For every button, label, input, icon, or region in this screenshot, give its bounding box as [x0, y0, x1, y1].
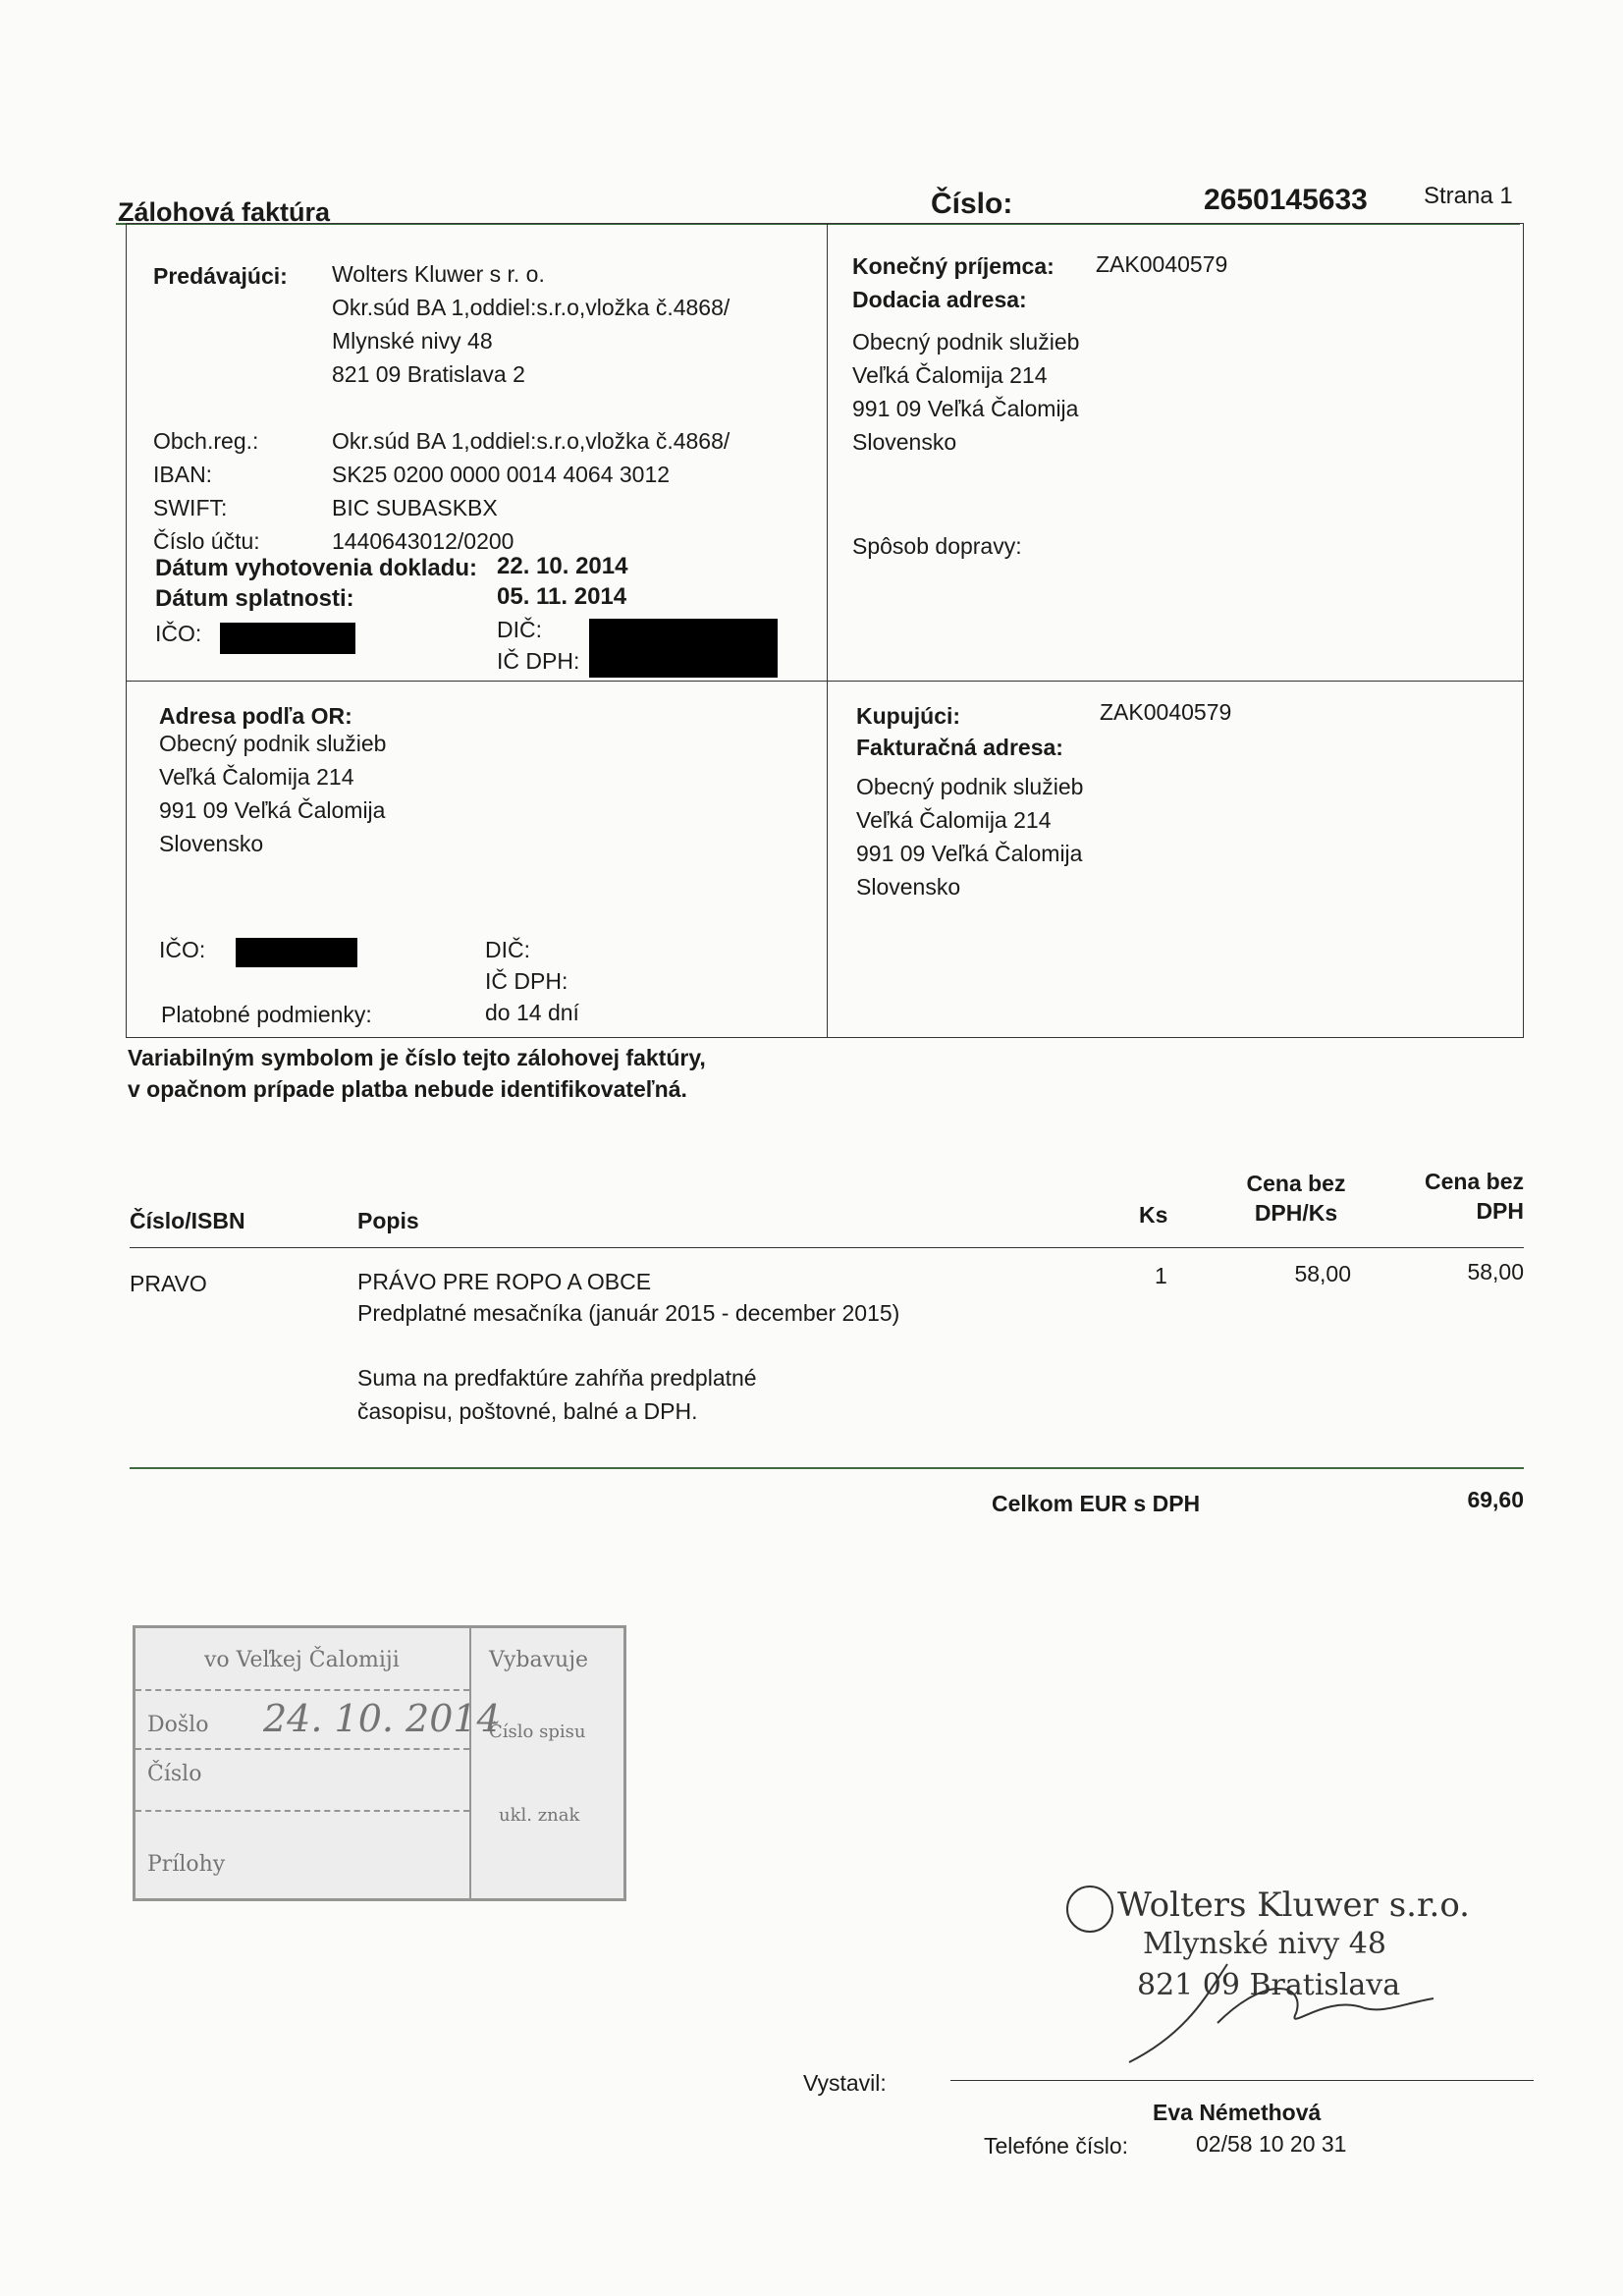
seller-line: 821 09 Bratislava 2 [332, 361, 525, 387]
invoice-address-line: Veľká Čalomija 214 [856, 807, 1052, 833]
col-header-isbn: Číslo/ISBN [130, 1208, 245, 1233]
seller-dic-label: DIČ: [497, 617, 542, 642]
col-header-total: DPH [1476, 1198, 1524, 1224]
account-value: 1440643012/0200 [332, 528, 514, 554]
seller-line: Mlynské nivy 48 [332, 328, 493, 354]
remark-line: časopisu, poštovné, balné a DPH. [357, 1398, 698, 1424]
signature-line [950, 2080, 1534, 2081]
invoice-address-line: Slovensko [856, 874, 961, 900]
grand-total-value: 69,60 [1467, 1487, 1524, 1512]
seal-street: Mlynské nivy 48 [1143, 1927, 1386, 1961]
swift-label: SWIFT: [153, 495, 228, 520]
due-date-label: Dátum splatnosti: [155, 585, 354, 612]
variable-symbol-note: v opačnom prípade platba nebude identifikovateľná. [128, 1076, 687, 1102]
stamp-city: vo Veľkej Čalomiji [204, 1648, 400, 1672]
seller-address [332, 257, 730, 391]
col-header-unit-price: Cena bez [1246, 1171, 1346, 1196]
recipient-id: ZAK0040579 [1096, 251, 1228, 277]
seller-line: Wolters Kluwer s r. o. [332, 261, 545, 287]
or-address-line: Veľká Čalomija 214 [159, 764, 354, 790]
col-header-qty: Ks [1139, 1202, 1168, 1228]
remark-line: Suma na predfaktúre zahŕňa predplatné [357, 1365, 757, 1391]
payment-terms-value: do 14 dní [485, 1000, 579, 1025]
invoice-address-label: Fakturačná adresa: [856, 735, 1063, 760]
recipient-label: Konečný príjemca: [852, 253, 1055, 279]
account-label: Číslo účtu: [153, 528, 260, 554]
parties-divider-horizontal [126, 681, 1524, 682]
col-header-total: Cena bez [1425, 1169, 1524, 1194]
obch-reg-label: Obch.reg.: [153, 428, 259, 454]
table-header-rule [130, 1247, 1524, 1248]
row-qty: 1 [1155, 1263, 1167, 1288]
seller-label: Predávajúci: [153, 263, 288, 289]
due-date-value: 05. 11. 2014 [497, 583, 627, 610]
or-address-line: Slovensko [159, 831, 264, 856]
payment-terms-label: Platobné podmienky: [161, 1002, 372, 1027]
grand-total-label: Celkom EUR s DPH [992, 1491, 1201, 1516]
or-icdph-label: IČ DPH: [485, 968, 568, 994]
seller-ico-label: IČO: [155, 621, 202, 646]
obch-reg-value: Okr.súd BA 1,oddiel:s.r.o,vložka č.4868/ [332, 428, 730, 454]
buyer-label: Kupujúci: [856, 703, 961, 729]
seller-registry-labels [153, 424, 260, 558]
seal-city: 821 09 Bratislava [1137, 1968, 1401, 2002]
iban-label: IBAN: [153, 462, 213, 487]
or-address-line: 991 09 Veľká Čalomija [159, 797, 386, 823]
row-unit-price: 58,00 [1294, 1261, 1351, 1286]
transport-label: Spôsob dopravy: [852, 533, 1022, 559]
seller-line: Okr.súd BA 1,oddiel:s.r.o,vložka č.4868/ [332, 295, 730, 320]
stamp-cislo-spisu-label: Číslo spisu [489, 1722, 586, 1742]
invoice-address-line: Obecný podnik služieb [856, 774, 1084, 799]
issuer-name: Eva Némethová [1153, 2100, 1322, 2125]
phone-label: Telefóne číslo: [984, 2133, 1129, 2159]
totals-rule [130, 1467, 1524, 1469]
or-address [159, 727, 386, 860]
delivery-address-label: Dodacia adresa: [852, 287, 1027, 312]
stamp-date-handwritten: 24. 10. 2014 [263, 1697, 501, 1740]
row-desc: Predplatné mesačníka (január 2015 - december 2015) [357, 1300, 900, 1326]
row-isbn: PRAVO [130, 1271, 207, 1296]
variable-symbol-note: Variabilným symbolom je číslo tejto zálohovej faktúry, [128, 1045, 706, 1070]
doc-type-title: Zálohová faktúra [118, 197, 331, 227]
row-desc: PRÁVO PRE ROPO A OBCE [357, 1269, 652, 1294]
redaction-box [236, 938, 357, 967]
or-ico-label: IČO: [159, 937, 206, 962]
stamp-ulozne-label: ukl. znak [499, 1805, 580, 1826]
phone-value: 02/58 10 20 31 [1196, 2131, 1347, 2157]
issued-by-label: Vystavil: [803, 2070, 887, 2096]
invoice-number-label: Číslo: [931, 188, 1013, 220]
redaction-box [589, 619, 778, 678]
stamp-date-label: Došlo [147, 1713, 209, 1737]
or-dic-label: DIČ: [485, 937, 530, 962]
stamp-vybavuje-label: Vybavuje [489, 1648, 589, 1672]
delivery-address [852, 325, 1079, 459]
seller-registry-values [332, 424, 730, 558]
invoice-address-line: 991 09 Veľká Čalomija [856, 841, 1083, 866]
stamp-prilohy-label: Prílohy [147, 1852, 226, 1877]
seller-icdph-label: IČ DPH: [497, 648, 580, 674]
signature [1109, 1954, 1443, 2072]
receipt-stamp [133, 1625, 626, 1901]
delivery-line: Slovensko [852, 429, 957, 455]
delivery-line: 991 09 Veľká Čalomija [852, 396, 1079, 421]
invoice-number: 2650145633 [1204, 184, 1368, 216]
swift-value: BIC SUBASKBX [332, 495, 498, 520]
invoice-address [856, 770, 1083, 903]
page-number: Strana 1 [1424, 183, 1513, 209]
stamp-cislo-label: Číslo [147, 1762, 202, 1786]
delivery-line: Veľká Čalomija 214 [852, 362, 1048, 388]
issue-date-value: 22. 10. 2014 [497, 553, 628, 579]
col-header-desc: Popis [357, 1208, 419, 1233]
issue-date-label: Dátum vyhotovenia dokladu: [155, 555, 478, 581]
or-address-label: Adresa podľa OR: [159, 703, 352, 729]
col-header-unit-price: DPH/Ks [1254, 1200, 1338, 1226]
parties-divider-vertical [827, 223, 828, 1038]
buyer-id: ZAK0040579 [1100, 699, 1232, 725]
iban-value: SK25 0200 0000 0014 4064 3012 [332, 462, 671, 487]
delivery-line: Obecný podnik služieb [852, 329, 1080, 355]
or-address-line: Obecný podnik služieb [159, 731, 387, 756]
redaction-box [220, 623, 355, 654]
row-total: 58,00 [1467, 1259, 1524, 1285]
seal-company-name: Wolters Kluwer s.r.o. [1117, 1886, 1470, 1925]
company-logo-icon [1066, 1886, 1113, 1933]
